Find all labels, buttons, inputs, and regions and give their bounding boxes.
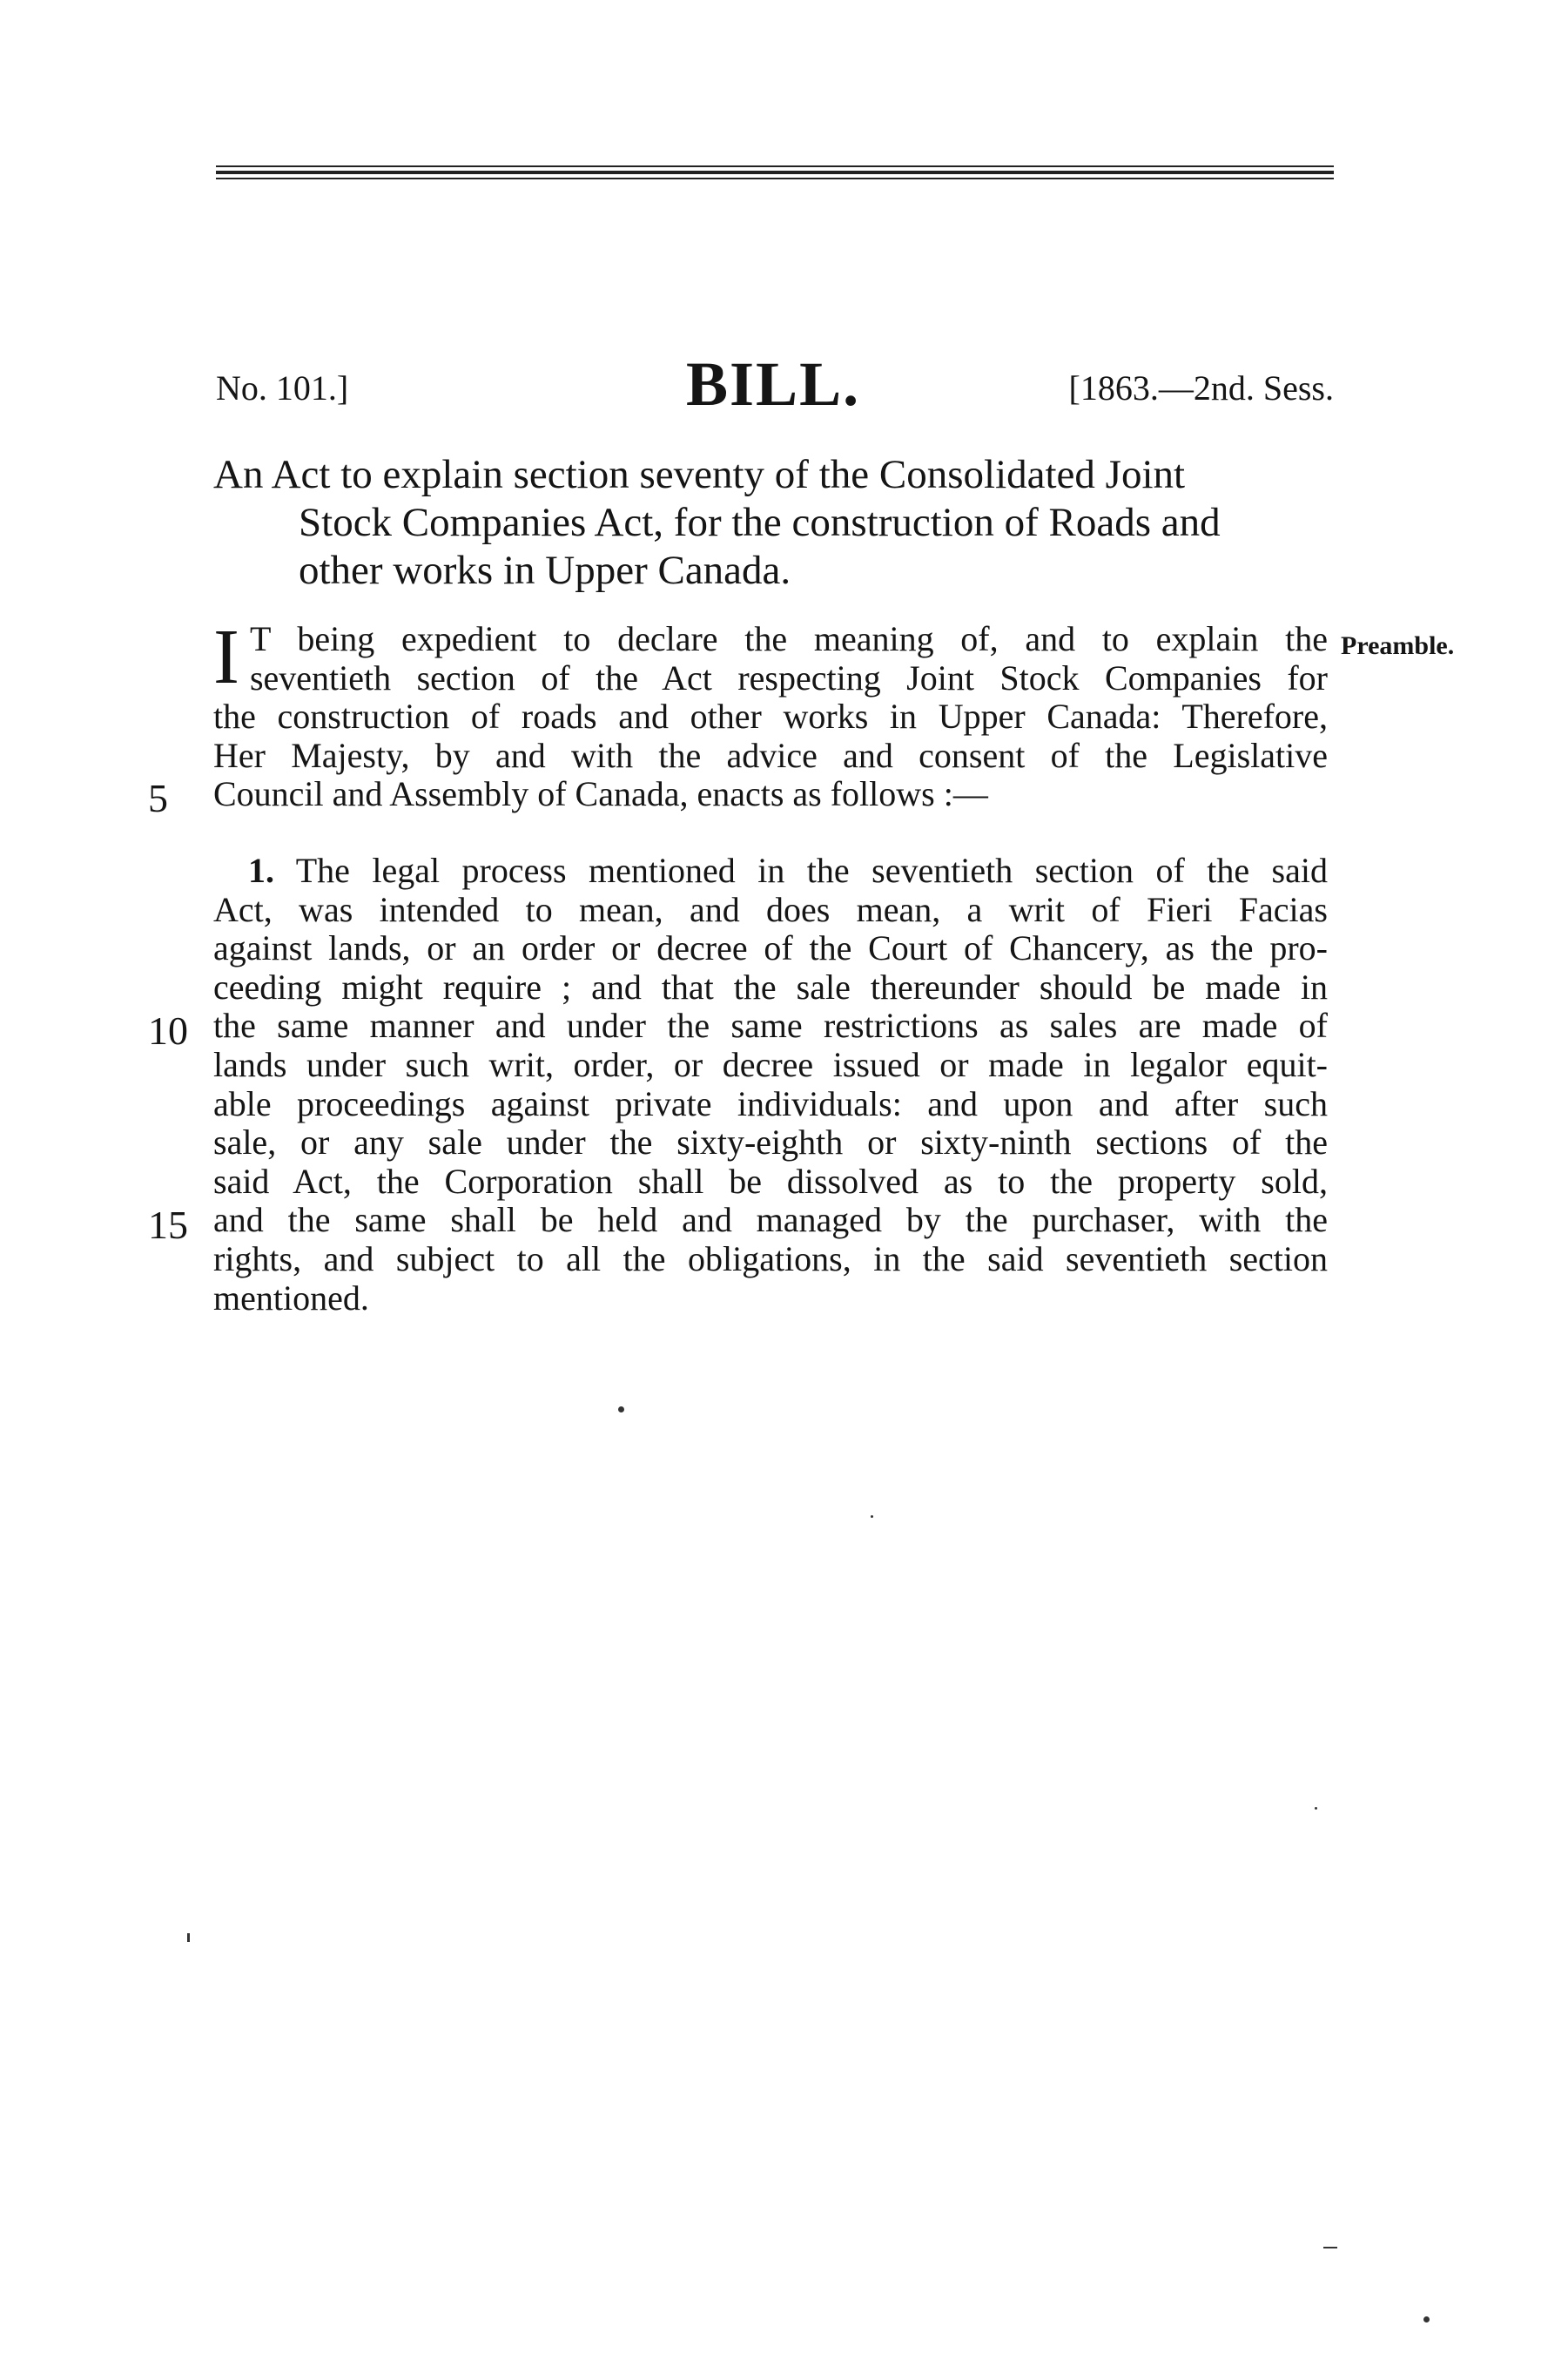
section-line: the same manner and under the same restrictions as sales are made of (213, 1006, 1328, 1046)
scan-speck (187, 1933, 190, 1942)
section-line: and the same shall be held and managed by the purchaser, with the (213, 1200, 1328, 1240)
act-title-line: other works in Upper Canada. (299, 548, 791, 593)
scan-speck (618, 1406, 624, 1412)
bill-number: No. 101.] (216, 368, 349, 408)
act-title-line: Stock Companies Act, for the construction of Roads and (299, 500, 1221, 545)
section-line: Act, was intended to mean, and does mean, a writ of Fieri Facias (213, 889, 1328, 929)
preamble-line: T being expedient to declare the meaning of, and to explain the (249, 619, 1328, 658)
preamble-line: seventieth section of the Act respecting Joint Stock Companies for (249, 657, 1328, 698)
section-number: 1. (248, 851, 274, 890)
rule-line (216, 171, 1334, 174)
preamble (213, 614, 1328, 814)
scan-speck (1323, 2247, 1337, 2248)
line-number-15: 15 (148, 1203, 188, 1247)
section-line: rights, and subject to all the obligations, in the said seventieth section (213, 1238, 1328, 1278)
session-label: [1863.—2nd. Sess. (1068, 368, 1334, 408)
section-line: mentioned. (213, 1278, 369, 1318)
scan-speck (1315, 1807, 1317, 1810)
rule-line (216, 178, 1334, 179)
section-line: sale, or any sale under the sixty-eighth or sixty-ninth sections of the (213, 1122, 1328, 1163)
section-line: against lands, or an order or decree of the Court of Chancery, as the pro- (213, 928, 1328, 968)
section-line: said Act, the Corporation shall be dissolved as to the property sold, (213, 1161, 1328, 1201)
act-title (213, 451, 1336, 595)
line-number-10: 10 (148, 1008, 188, 1053)
section-line: able proceedings against private individuals: and upon and after such (213, 1083, 1328, 1123)
preamble-line: the construction of roads and other works in Upper Canada: Therefore, (213, 697, 1328, 737)
act-title-line: An Act to explain section seventy of the Consolidated Joint (213, 452, 1186, 497)
preamble-line: Council and Assembly of Canada, enacts as follows :— (213, 774, 988, 814)
section-line: lands under such writ, order, or decree issued or made in legalor equit- (213, 1044, 1328, 1084)
preamble-line: Her Majesty, by and with the advice and consent of the Legislative (213, 735, 1328, 775)
document-type: BILL. (686, 349, 861, 419)
section-1-first-line (213, 852, 1328, 891)
rule-line (216, 165, 1334, 167)
line-number-5: 5 (148, 776, 168, 820)
header-rule (216, 165, 1334, 183)
scan-speck (871, 1515, 873, 1518)
section-1 (213, 852, 1328, 1318)
section-line: ceeding might require ; and that the sale thereunder should be made in (213, 967, 1328, 1007)
scan-speck (1423, 2316, 1430, 2322)
bill-header (216, 348, 1334, 418)
margin-note-preamble: Preamble. (1341, 631, 1455, 660)
dropcap: I (213, 614, 239, 700)
section-line-text: The legal process mentioned in the seventieth section of the said (295, 851, 1328, 890)
